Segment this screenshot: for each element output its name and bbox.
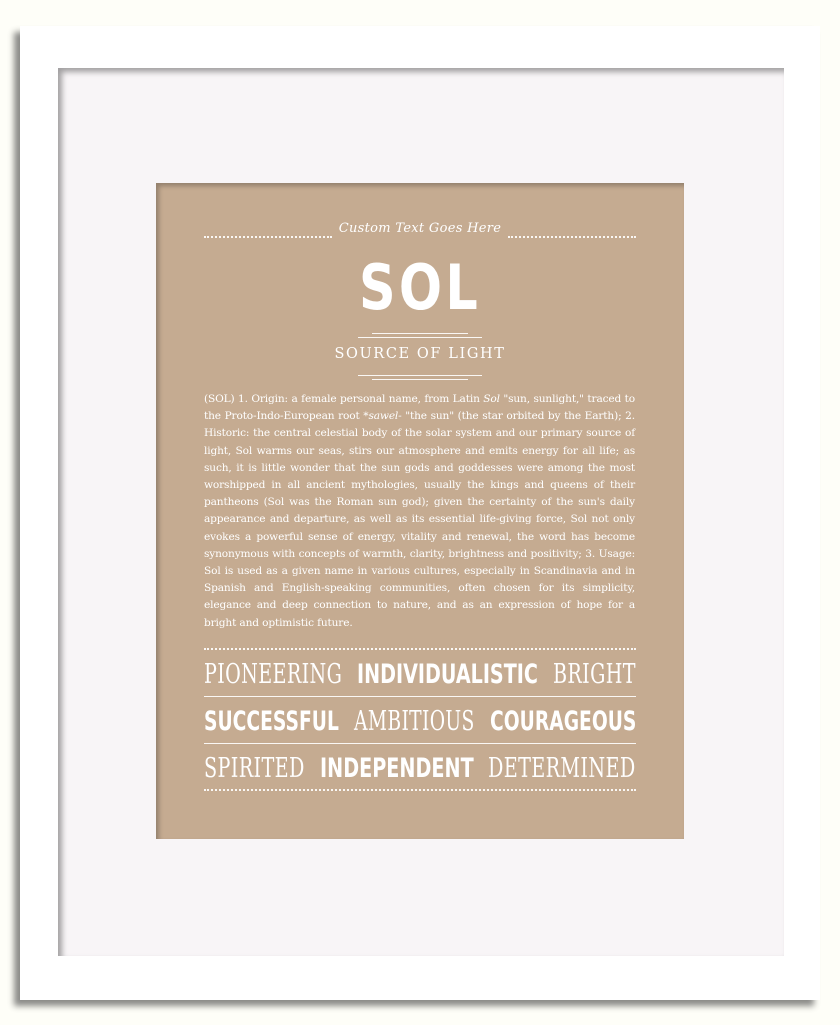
trait-word: COURAGEOUS	[489, 705, 637, 737]
rule-bottom-1	[358, 375, 482, 376]
traits-row-3	[204, 751, 636, 785]
definition-root-word: *sawel-	[363, 410, 402, 423]
dotted-divider-traits-top	[204, 648, 636, 650]
trait-word: INDEPENDENT	[319, 752, 474, 784]
trait-word: INDIVIDUALISTIC	[357, 658, 539, 690]
traits-row-2	[204, 704, 636, 738]
traits-divider-1	[204, 696, 636, 697]
custom-text: Custom Text Goes Here	[338, 221, 502, 236]
trait-word: BRIGHT	[553, 658, 637, 690]
rule-top-2	[358, 337, 482, 338]
trait-word: SPIRITED	[204, 752, 305, 784]
dotted-divider-traits-bottom	[204, 789, 636, 791]
rule-top-1	[372, 333, 468, 334]
definition-latin-word: Sol	[483, 393, 500, 405]
dotted-divider-left	[204, 236, 332, 238]
name-meaning: SOURCE OF LIGHT	[334, 346, 506, 362]
name-definition	[204, 391, 635, 632]
definition-body: "the sun" (the star orbited by the Earth); 2. Historic: the central celestial body of the solar system and our primary source of light, Sol warms our seas, stirs our atmosphere and emits energy for all life; as such, it is little wonder that the sun gods and goddesses were among the most worshipped in all ancient mythologies, usually the kings and queens of their pantheons (Sol was the Roman sun god); given the certainty of the sun's daily appearance and departure, as well as its essential life-giving force, Sol not only evokes a powerful sense of energy, vitality and renewal, the word has become synonymous with concepts of warmth, clarity, brightness and positivity; 3. Usage: Sol is used as a given name in various cultures, especially in Scandinavia and in Spanish and English-speaking communities, often chosen for its simplicity, elegance and deep connection to nature, and as an expression of hope for a bright and optimistic future.	[204, 410, 635, 629]
traits-row-1	[204, 657, 636, 691]
trait-word: SUCCESSFUL	[204, 705, 339, 737]
name-title: SOL	[358, 251, 482, 324]
trait-word: PIONEERING	[204, 658, 343, 690]
definition-after-latin: "sun, sunlight," traced to the Proto-Indo-European root	[204, 393, 635, 423]
rule-bottom-2	[372, 379, 468, 380]
name-print	[156, 183, 684, 839]
trait-word: DETERMINED	[488, 752, 637, 784]
definition-intro: (SOL) 1. Origin: a female personal name, from Latin	[204, 393, 484, 405]
dotted-divider-right	[508, 236, 636, 238]
traits-divider-2	[204, 743, 636, 744]
trait-word: AMBITIOUS	[353, 705, 475, 737]
